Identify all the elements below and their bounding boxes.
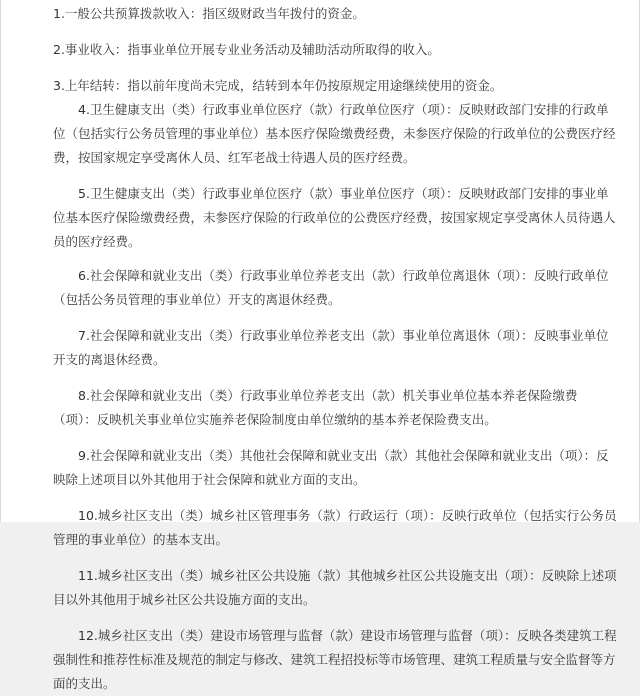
paragraph-7: 7.社会保障和就业支出（类）行政事业单位养老支出（款）事业单位离退休（项）：反映事业单位开支的离退休经费。 <box>53 328 609 367</box>
paragraph-12: 12.城乡社区支出（类）建设市场管理与监督（款）建设市场管理与监督（项）：反映各类建筑工程强制性和推荐性标准及规范的制定与修改、建筑工程招投标等市场管理、建筑工程质量与安全监督等方面的支出。 <box>53 628 617 691</box>
paragraph-11: 11.城乡社区支出（类）城乡社区公共设施（款）其他城乡社区公共设施支出（项）：反映除上述项目以外其他用于城乡社区公共设施方面的支出。 <box>53 568 617 607</box>
paragraph-5: 5.卫生健康支出（类）行政事业单位医疗（款）事业单位医疗（项）：反映财政部门安排的事业单位基本医疗保险缴费经费，未参医疗保险的行政单位的公费医疗经费，按国家规定享受离休人员待遇人员的医疗经费。 <box>53 186 616 249</box>
paragraph-3: 3.上年结转：指以前年度尚未完成，结转到本年仍按原规定用途继续使用的资金。 <box>53 78 503 93</box>
paragraph-6: 6.社会保障和就业支出（类）行政事业单位养老支出（款）行政单位离退休（项）：反映行政单位（包括公务员管理的事业单位）开支的离退休经费。 <box>53 268 609 307</box>
paragraph-9: 9.社会保障和就业支出（类）其他社会保障和就业支出（款）其他社会保障和就业支出（项）：反映除上述项目以外其他用于社会保障和就业方面的支出。 <box>53 448 609 487</box>
paragraph-2: 2.事业收入：指事业单位开展专业业务活动及辅助活动所取得的收入。 <box>53 42 440 57</box>
paragraph-4: 4.卫生健康支出（类）行政事业单位医疗（款）行政单位医疗（项）：反映财政部门安排的行政单位（包括实行公务员管理的事业单位）基本医疗保险缴费经费，未参医疗保险的行政单位的公费医疗经费，按国家规定享受离休人员、红军老战士待遇人员的医疗经费。 <box>53 102 616 165</box>
paragraph-8: 8.社会保障和就业支出（类）行政事业单位养老支出（款）机关事业单位基本养老保险缴费（项）：反映机关事业单位实施养老保险制度由单位缴纳的基本养老保险费支出。 <box>53 388 578 427</box>
article-body <box>53 2 621 696</box>
paragraph-10: 10.城乡社区支出（类）城乡社区管理事务（款）行政运行（项）：反映行政单位（包括实行公务员管理的事业单位）的基本支出。 <box>53 508 617 547</box>
paragraph-1: 1.一般公共预算拨款收入：指区级财政当年拨付的资金。 <box>53 6 365 21</box>
